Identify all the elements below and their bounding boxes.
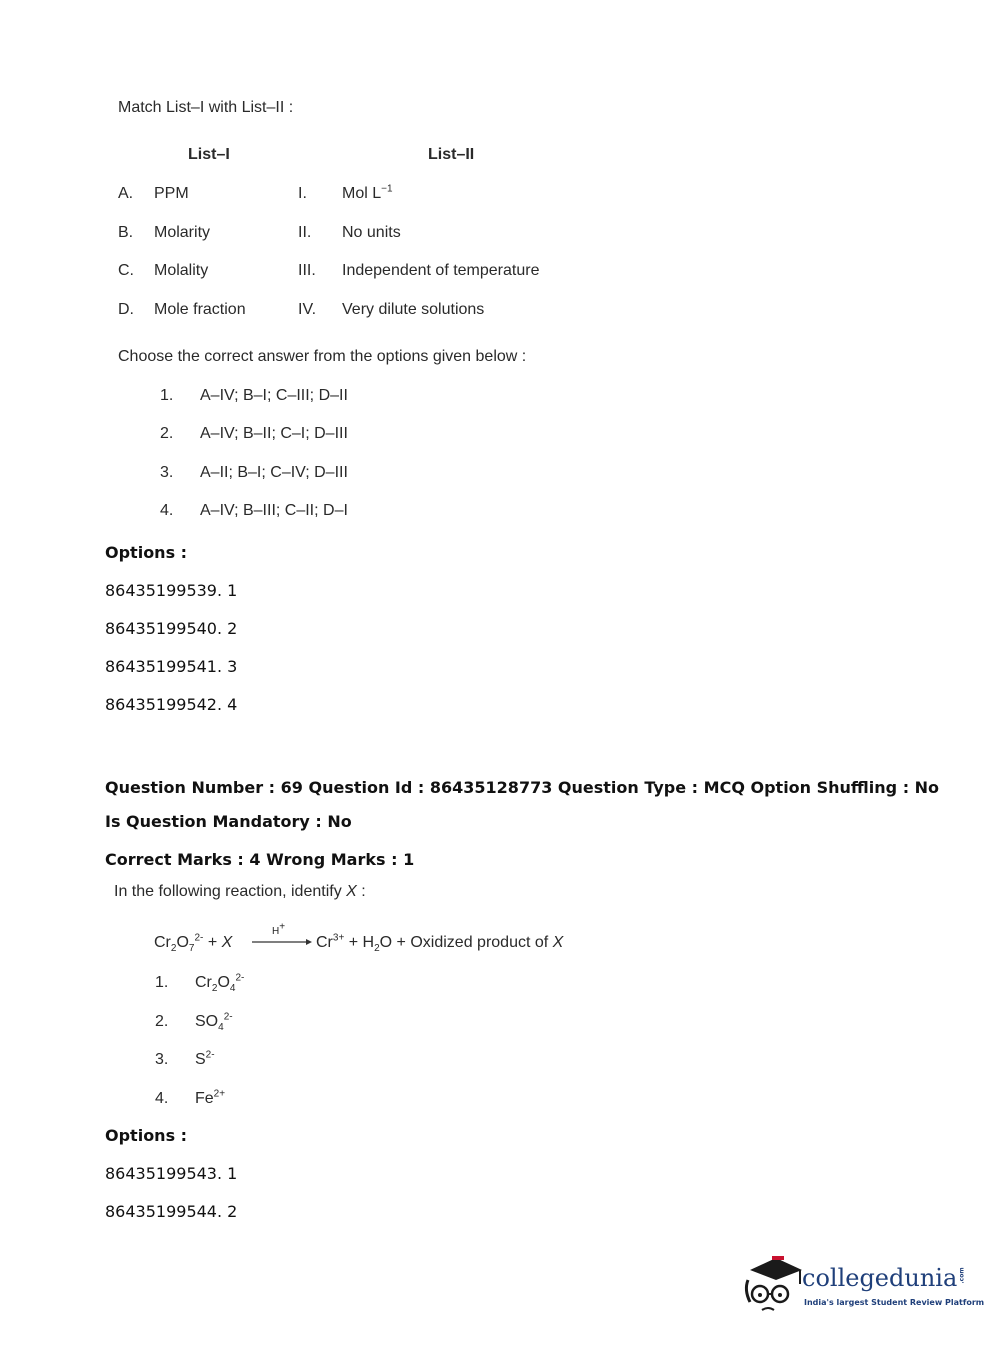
- reactant-plus: +: [203, 934, 222, 951]
- reaction-arrow: [252, 921, 308, 948]
- mascot-icon: [742, 1250, 804, 1312]
- c2-sub2: 4: [218, 1022, 224, 1034]
- q69-choice-4-formula: [195, 1090, 225, 1108]
- product-x: X: [552, 934, 564, 951]
- reaction-reactants: [154, 932, 233, 955]
- q68-option-4: 86435199542. 4: [105, 695, 238, 714]
- q69-option-1: 86435199543. 1: [105, 1164, 238, 1183]
- catalyst-sup: +: [279, 921, 286, 933]
- c3-base: S: [195, 1051, 206, 1068]
- choose-text: Choose the correct answer from the options given below :: [118, 348, 527, 365]
- row-a-val: PPM: [154, 185, 189, 202]
- row-i-val: [342, 185, 393, 203]
- row-ii-val: No units: [342, 224, 401, 241]
- q69-options-label: Options :: [105, 1126, 188, 1145]
- q69-choice-1-formula: [195, 972, 245, 995]
- catalyst-h: H: [272, 926, 280, 937]
- row-b-val: Molarity: [154, 224, 211, 241]
- reactant-charge: 2-: [194, 932, 204, 944]
- c1-base: Cr: [195, 974, 212, 991]
- c1-sub2: 4: [229, 983, 236, 995]
- row-iv-key: IV.: [298, 301, 317, 318]
- q69-meta-line2: Is Question Mandatory : No: [105, 812, 352, 831]
- q68-choice-2-num: 2.: [160, 425, 174, 442]
- q68-choice-3-text: A–II; B–I; C–IV; D–III: [200, 464, 348, 481]
- q68-choice-1-text: A–IV; B–I; C–III; D–II: [200, 387, 348, 404]
- reactant-sub7: 7: [188, 943, 195, 955]
- row-d-val: Mole fraction: [154, 301, 246, 318]
- logo-name: collegedunia: [802, 1264, 958, 1292]
- q68-option-3: 86435199541. 3: [105, 657, 238, 676]
- row-iii-val: Independent of temperature: [342, 262, 540, 279]
- q68-choice-4-text: A–IV; B–III; C–II; D–I: [200, 502, 348, 519]
- q69-choice-2-formula: [195, 1011, 233, 1034]
- row-iv-val: Very dilute solutions: [342, 301, 485, 318]
- logo-tagline: India's largest Student Review Platform: [804, 1298, 985, 1307]
- c4-sup: 2+: [213, 1088, 226, 1100]
- c1-sup: 2-: [235, 972, 245, 984]
- list2-header: List–II: [428, 146, 475, 163]
- q68-choice-4-num: 4.: [160, 502, 174, 519]
- q68-stem: Match List–I with List–II :: [118, 99, 294, 116]
- q69-choice-3-formula: [195, 1051, 215, 1069]
- c2-sup: 2-: [223, 1011, 233, 1023]
- q68-option-2: 86435199540. 2: [105, 619, 238, 638]
- product-oxidized: + Oxidized product of: [392, 934, 553, 951]
- arrow-icon: [252, 934, 312, 954]
- row-i-text: Mol L: [342, 185, 382, 202]
- reactant-cr: Cr: [154, 934, 171, 951]
- reaction-products: [316, 932, 564, 955]
- row-c-val: Molality: [154, 262, 209, 279]
- q69-stem-prefix: In the following reaction, identify: [114, 883, 347, 900]
- row-ii-key: II.: [298, 224, 312, 241]
- q69-meta-line3: Correct Marks : 4 Wrong Marks : 1: [105, 850, 415, 869]
- product-plus-h: + H: [344, 934, 375, 951]
- q69-choice-3-num: 3.: [155, 1051, 169, 1068]
- reactant-sub2: 2: [170, 943, 177, 955]
- c1-sub1: 2: [211, 983, 218, 995]
- c4-base: Fe: [195, 1090, 214, 1107]
- product-cr-sup: 3+: [332, 932, 345, 944]
- collegedunia-logo[interactable]: [742, 1250, 985, 1320]
- product-cr: Cr: [316, 934, 333, 951]
- c1-mid: O: [217, 974, 230, 991]
- logo-dotcom: .com: [958, 1267, 966, 1284]
- product-h2o-o: O: [379, 934, 393, 951]
- row-d-key: D.: [118, 301, 134, 318]
- q69-stem-suffix: :: [356, 883, 366, 900]
- c2-base: SO: [195, 1013, 219, 1030]
- q68-option-1: 86435199539. 1: [105, 581, 238, 600]
- product-h2o-sub: 2: [374, 943, 380, 955]
- q68-choice-3-num: 3.: [160, 464, 174, 481]
- q69-choice-4-num: 4.: [155, 1090, 169, 1107]
- q69-choice-1-num: 1.: [155, 974, 169, 991]
- q68-choice-1-num: 1.: [160, 387, 174, 404]
- q69-meta-line1: Question Number : 69 Question Id : 86435128773 Question Type : MCQ Option Shuffling : No: [105, 778, 940, 797]
- q68-options-label: Options :: [105, 543, 188, 562]
- row-i-key: I.: [298, 185, 307, 202]
- q69-option-2: 86435199544. 2: [105, 1202, 238, 1221]
- q69-stem: [114, 883, 366, 901]
- q69-choice-2-num: 2.: [155, 1013, 169, 1030]
- row-a-key: A.: [118, 185, 134, 202]
- reactant-o: O: [176, 934, 189, 951]
- row-c-key: C.: [118, 262, 134, 279]
- row-iii-key: III.: [298, 262, 316, 279]
- q68-choice-2-text: A–IV; B–II; C–I; D–III: [200, 425, 348, 442]
- q69-stem-var: X: [346, 883, 357, 900]
- row-i-sup: −1: [381, 183, 393, 195]
- list1-header: List–I: [188, 146, 230, 163]
- row-b-key: B.: [118, 224, 134, 241]
- c3-sup: 2-: [205, 1049, 215, 1061]
- reactant-x: X: [221, 934, 233, 951]
